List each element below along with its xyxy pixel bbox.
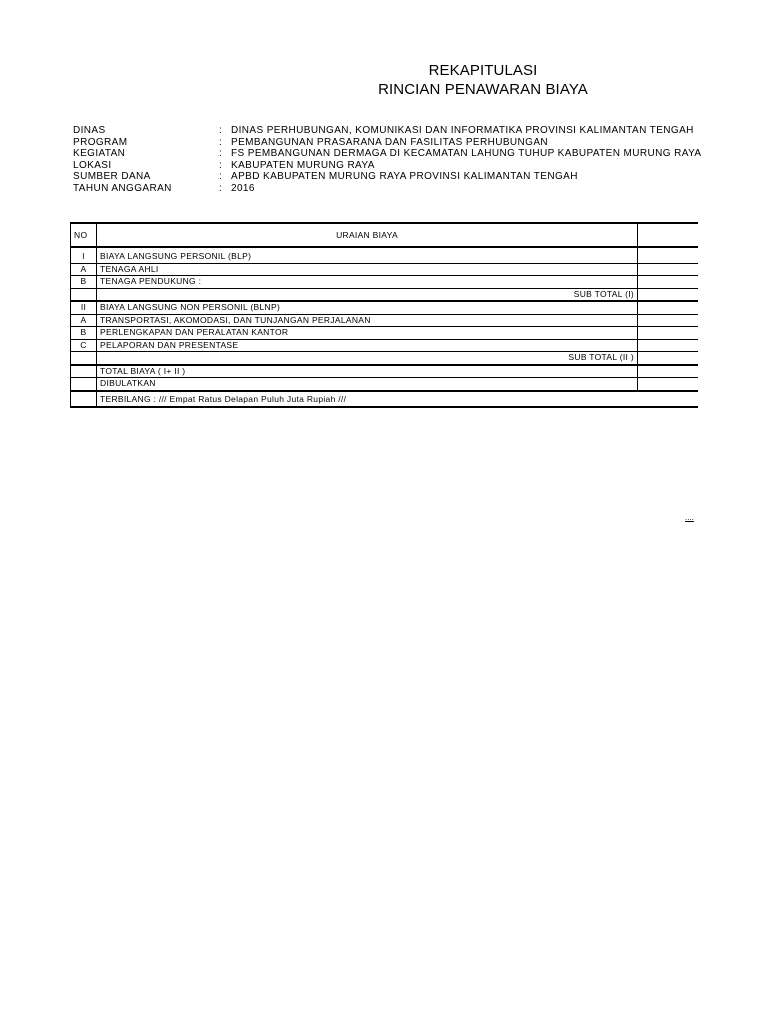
row-desc: TENAGA AHLI (97, 263, 638, 276)
title-line-1: REKAPITULASI (428, 62, 538, 79)
row-value (638, 288, 699, 301)
row-desc: BIAYA LANGSUNG PERSONIL (BLP) (97, 251, 638, 263)
info-row-program (73, 137, 713, 149)
table-header-row (71, 223, 699, 247)
info-label: KEGIATAN (73, 148, 126, 159)
info-value: FS PEMBANGUNAN DERMAGA DI KECAMATAN LAHUNG TUHUP KABUPATEN MURUNG RAYA (231, 148, 702, 159)
row-desc: TRANSPORTASI, AKOMODASI, DAN TUNJANGAN PERJALANAN (97, 314, 638, 327)
row-desc: BIAYA LANGSUNG NON PERSONIL (BLNP) (97, 301, 638, 314)
table-row-subtotal (71, 352, 699, 365)
row-desc: TOTAL BIAYA ( I+ II ) (97, 365, 638, 378)
table-row (71, 251, 699, 263)
info-label: TAHUN ANGGARAN (73, 182, 172, 194)
info-label: PROGRAM (73, 136, 128, 148)
row-desc: SUB TOTAL (II ) (97, 352, 638, 365)
info-row-dinas (73, 125, 713, 137)
info-colon: : (219, 136, 223, 148)
row-value (638, 339, 699, 352)
info-colon: : (219, 148, 223, 159)
row-value (638, 301, 699, 314)
row-value (638, 327, 699, 340)
info-row-lokasi (73, 160, 713, 172)
header-empty-cell (638, 223, 699, 247)
row-value (638, 276, 699, 289)
row-no (71, 288, 97, 301)
info-colon: : (219, 159, 223, 171)
row-no: II (71, 301, 97, 314)
row-no (71, 352, 97, 365)
row-no: B (71, 327, 97, 340)
footer-ellipsis: .... (685, 513, 694, 522)
row-no (71, 378, 97, 391)
row-no: C (71, 339, 97, 352)
row-desc: PELAPORAN DAN PRESENTASE (97, 339, 638, 352)
row-value (638, 352, 699, 365)
info-row-tahun-anggaran (73, 183, 713, 195)
info-label: LOKASI (73, 159, 112, 171)
info-value: KABUPATEN MURUNG RAYA (231, 159, 375, 171)
info-value: DINAS PERHUBUNGAN, KOMUNIKASI DAN INFORMATIKA PROVINSI KALIMANTAN TENGAH (231, 125, 694, 136)
table-row (71, 263, 699, 276)
row-desc: PERLENGKAPAN DAN PERALATAN KANTOR (97, 327, 638, 340)
row-no: B (71, 276, 97, 289)
table-row (71, 327, 699, 340)
info-colon: : (219, 125, 223, 136)
row-value (638, 365, 699, 378)
title-line-2: RINCIAN PENAWARAN BIAYA (378, 81, 588, 98)
table-row-terbilang (71, 391, 699, 407)
row-desc: TERBILANG : /// Empat Ratus Delapan Puluh Juta Rupiah /// (97, 391, 699, 407)
row-value (638, 251, 699, 263)
table-row (71, 276, 699, 289)
table-row (71, 301, 699, 314)
row-no: A (71, 314, 97, 327)
recap-table (70, 222, 698, 408)
row-no: I (71, 251, 97, 263)
row-no: A (71, 263, 97, 276)
info-label: SUMBER DANA (73, 171, 151, 182)
table-row-total (71, 365, 699, 378)
info-colon: : (219, 182, 223, 194)
row-value (638, 378, 699, 391)
table-row (71, 339, 699, 352)
table-row (71, 314, 699, 327)
info-colon: : (219, 171, 223, 182)
row-value (638, 263, 699, 276)
row-desc: SUB TOTAL (I) (97, 288, 638, 301)
info-value: PEMBANGUNAN PRASARANA DAN FASILITAS PERHUBUNGAN (231, 136, 549, 148)
row-value (638, 314, 699, 327)
row-desc: TENAGA PENDUKUNG : (97, 276, 638, 289)
row-no (71, 365, 97, 378)
row-no (71, 391, 97, 407)
info-block (73, 125, 713, 194)
info-row-kegiatan (73, 148, 713, 160)
info-value: 2016 (231, 182, 255, 194)
table-row-dibulatkan (71, 378, 699, 391)
header-no: NO (71, 223, 97, 247)
table-row-subtotal (71, 288, 699, 301)
header-uraian-biaya: URAIAN BIAYA (97, 223, 638, 247)
row-desc: DIBULATKAN (97, 378, 638, 391)
info-value: APBD KABUPATEN MURUNG RAYA PROVINSI KALIMANTAN TENGAH (231, 171, 578, 182)
info-label: DINAS (73, 125, 106, 136)
info-row-sumber-dana (73, 171, 713, 183)
